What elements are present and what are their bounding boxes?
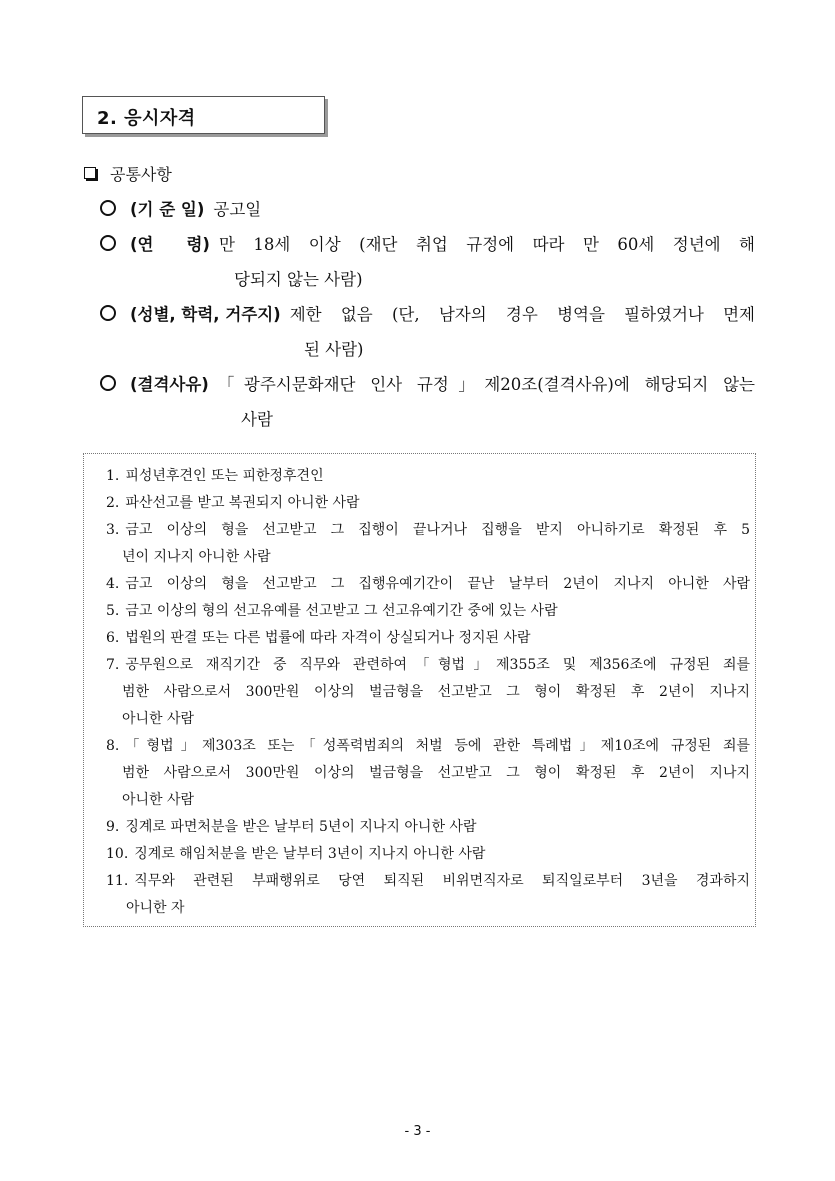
list-item xyxy=(106,733,750,814)
item-text: 공고일 xyxy=(213,200,262,219)
item-text: 제한 없음 (단, 남자의 경우 병역을 필하였거나 면제 xyxy=(289,305,755,324)
item-label: (연 령) xyxy=(130,235,210,254)
list-item xyxy=(106,463,750,490)
item-text-continuation: 된 사람) xyxy=(304,340,364,359)
list-item-continuation: 년이 지나지 아니한 사람 xyxy=(122,549,271,565)
list-item xyxy=(106,652,750,733)
criteria-item-gender-education-residence xyxy=(100,297,755,367)
circle-bullet-icon xyxy=(100,375,116,391)
list-item-continuation: 아니한 자 xyxy=(126,900,185,916)
section-title: 2. 응시자격 xyxy=(97,108,196,129)
circle-bullet-icon xyxy=(100,200,116,216)
list-item-number: 9. xyxy=(106,819,120,835)
disqualification-list xyxy=(106,463,750,922)
subsection-title: 공통사항 xyxy=(110,165,172,184)
list-item-number: 2. xyxy=(106,495,120,511)
item-text: 「광주시문화재단 인사 규정」제20조(결격사유)에 해당되지 않는 xyxy=(217,375,755,394)
list-item xyxy=(106,571,750,598)
list-item-number: 6. xyxy=(106,630,120,646)
list-item-number: 11. xyxy=(106,873,129,889)
list-item xyxy=(106,814,750,841)
criteria-item-base-date xyxy=(100,192,755,227)
item-label: (성별, 학력, 거주지) xyxy=(130,305,281,324)
list-item xyxy=(106,868,750,922)
list-item-text: 징계로 해임처분을 받은 날부터 3년이 지나지 아니한 사람 xyxy=(134,846,486,862)
list-item-text: 금고 이상의 형을 선고받고 그 집행유예기간이 끝난 날부터 2년이 지나지 아니한 사람 xyxy=(125,576,750,592)
list-item-text: 직무와 관련된 부패행위로 당연 퇴직된 비위면직자로 퇴직일로부터 3년을 경과하지 xyxy=(134,873,750,889)
list-item-text: 징계로 파면처분을 받은 날부터 5년이 지나지 아니한 사람 xyxy=(125,819,477,835)
disqualification-list-box xyxy=(83,453,756,927)
item-text: 만 18세 이상 (재단 취업 규정에 따라 만 60세 정년에 해 xyxy=(218,235,755,254)
list-item xyxy=(106,625,750,652)
list-item-text: 피성년후견인 또는 피한정후견인 xyxy=(125,468,324,484)
list-item-number: 4. xyxy=(106,576,120,592)
item-label: (기 준 일) xyxy=(130,200,205,219)
criteria-item-disqualification xyxy=(100,367,755,437)
list-item-text: 금고 이상의 형을 선고받고 그 집행이 끝나거나 집행을 받지 아니하기로 확정된 후 5 xyxy=(125,522,750,538)
list-item-text: 금고 이상의 형의 선고유예를 선고받고 그 선고유예기간 중에 있는 사람 xyxy=(125,603,558,619)
checkbox-bullet-icon xyxy=(84,167,96,179)
list-item xyxy=(106,517,750,571)
list-item-text: 파산선고를 받고 복권되지 아니한 사람 xyxy=(125,495,360,511)
list-item-number: 1. xyxy=(106,468,120,484)
list-item-continuation: 범한 사람으로서 300만원 이상의 벌금형을 선고받고 그 형이 확정된 후 2년이 지나지 xyxy=(122,765,750,781)
list-item-continuation: 아니한 사람 xyxy=(122,711,195,727)
list-item-continuation: 아니한 사람 xyxy=(122,792,195,808)
list-item-number: 8. xyxy=(106,738,120,754)
list-item-text: 법원의 판결 또는 다른 법률에 따라 자격이 상실되거나 정지된 사람 xyxy=(125,630,531,646)
criteria-item-age xyxy=(100,227,755,297)
circle-bullet-icon xyxy=(100,305,116,321)
item-text-continuation: 사람 xyxy=(241,410,273,429)
list-item-continuation: 범한 사람으로서 300만원 이상의 벌금형을 선고받고 그 형이 확정된 후 2년이 지나지 xyxy=(122,684,750,700)
page-number: - 3 - xyxy=(404,1124,431,1139)
list-item-text: 「형법」제303조 또는「성폭력범죄의 처벌 등에 관한 특례법」제10조에 규정된 죄를 xyxy=(125,738,750,754)
list-item-number: 3. xyxy=(106,522,120,538)
circle-bullet-icon xyxy=(100,235,116,251)
list-item-text: 공무원으로 재직기간 중 직무와 관련하여「형법」제355조 및 제356조에 규정된 죄를 xyxy=(125,657,750,673)
list-item xyxy=(106,841,750,868)
list-item xyxy=(106,490,750,517)
section-heading-box xyxy=(82,96,325,134)
list-item xyxy=(106,598,750,625)
item-label: (결격사유) xyxy=(130,375,209,394)
list-item-number: 5. xyxy=(106,603,120,619)
list-item-number: 10. xyxy=(106,846,129,862)
item-text-continuation: 당되지 않는 사람) xyxy=(234,270,363,289)
subsection-heading xyxy=(84,162,172,185)
list-item-number: 7. xyxy=(106,657,120,673)
